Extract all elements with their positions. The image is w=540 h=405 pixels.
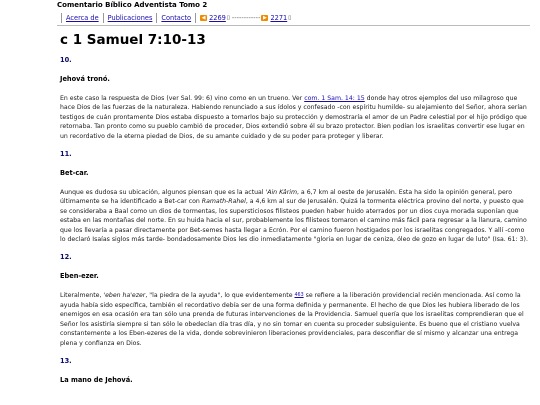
document-title: Comentario Bíblico Adventista Tomo 2 (57, 1, 208, 9)
verse-number: 11. (60, 150, 72, 159)
page-reference-link[interactable]: 463 (294, 293, 304, 299)
contact-link[interactable]: Contacto (161, 14, 192, 22)
book-icon: ▯ (226, 15, 230, 21)
verse-heading: Eben-ezer. (60, 272, 99, 281)
page-navigation (200, 14, 292, 22)
header-divider (57, 25, 530, 26)
verse-heading: Jehová tronó. (60, 75, 110, 83)
book-icon: ▯ (288, 15, 292, 21)
verse-number: 13. (60, 356, 72, 365)
nav-divider (61, 13, 62, 23)
publications-link[interactable]: Publicaciones (107, 14, 153, 22)
previous-page-link[interactable]: 2269 (209, 14, 226, 22)
cross-reference-link[interactable]: com. 1 Sam. 14: 15 (304, 95, 365, 102)
about-link[interactable]: Acerca de (66, 14, 99, 22)
verse-number: 10. (60, 56, 72, 64)
navigation-bar (57, 12, 292, 24)
nav-divider (156, 13, 157, 23)
verse-heading: La mano de Jehová. (60, 375, 133, 384)
nav-divider (195, 13, 196, 23)
verse-heading: Bet-car. (60, 169, 89, 178)
nav-divider (103, 13, 104, 23)
page-title: c 1 Samuel 7:10-13 (60, 32, 206, 48)
commentary-paragraph: Literalmente, 'eben ha'ezer, "la piedra de la ayuda", lo que evidentemente 463 se refiere a la liberación providencial recién mencionada. Así como la ayuda había sido específica, también el recordativo debía ser de una forma definida y permanente. El hecho de que Dios les hubiera liberado de los enemigos en esa ocasión era tan sólo una prenda de futuras intervenciones de la Providencia. Samuel quería que los israelitas comprendieran que el Señor los asistiría siempre si tan sólo le obedecían día tras día, y no sin tomar en cuenta su proceder subsiguiente. Es bueno que el cristiano vuelva constantemente a los Eben-ezeres de la vida, donde sobrevinieron liberaciones providenciales, para desconfiar de sí mismo y alcanzar una entrega plena y confianza en Dios. (60, 292, 524, 347)
next-page-icon[interactable]: ▶ (263, 15, 267, 21)
previous-page-icon[interactable]: ◀ (201, 15, 206, 21)
commentary-paragraph: Aunque es dudosa su ubicación, algunos piensan que es la actual 'Ain Kârim, a 6,7 km al oeste de Jerusalén. Esta ha sido la opinión general, pero últimamente se ha identificado a Bet-car con Ramath-Rahel, a 4,6 km al sur de Jerusalén. Quizá la tormenta eléctrica provino del norte, y puesto que se consideraba a Baal como un dios de tormentas, los supersticiosos filisteos pueden haber huido aterrados por un dios cuya morada suponían que estaba en las montañas del norte. En su huida hacia el sur, probablemente los filisteos tomaron el camino más fácil para regresar a la llanura, camino que los llevaría a pasar directamente por Bet-semes hasta llegar a Ecrón. Por el camino fueron hostigados por los israelitas congregados. Y allí -como lo declaró Isaías siglos más tarde- bondadosamente Dios les dio inmediatamente "gloria en lugar de ceniza, óleo de gozo en lugar de luto" (Isa. 61: 3). (60, 189, 528, 244)
main-content (60, 32, 530, 395)
page-separator: ------------ (231, 14, 261, 22)
next-page-link[interactable]: 2271 (270, 14, 288, 22)
top-bar (0, 0, 540, 28)
verse-number: 12. (60, 253, 72, 262)
commentary-paragraph: En este caso la respuesta de Dios (ver Sal. 99: 6) vino como en un trueno. Ver com. 1 Sam. 14: 15 donde hay otros ejemplos del uso milagroso que hace Dios de las fuerzas de la naturaleza. Habiendo renunciado a sus ídolos y confesado -con espíritu humilde- su alejamiento del Señor, ahora serían testigos de cuán prontamente Dios estaba dispuesto a tomarlos bajo su protección y demostraría el amor de un Padre celestial por el hijo pródigo que retornaba. Tan pronto como su pueblo cambió de proceder, Dios extendió sobre él su brazo protector. Bien podían los israelitas convertir ese lugar en un recordativo de la eterna piedad de Dios, de su amante cuidado y de su poder para proteger y liberar. (60, 95, 527, 140)
